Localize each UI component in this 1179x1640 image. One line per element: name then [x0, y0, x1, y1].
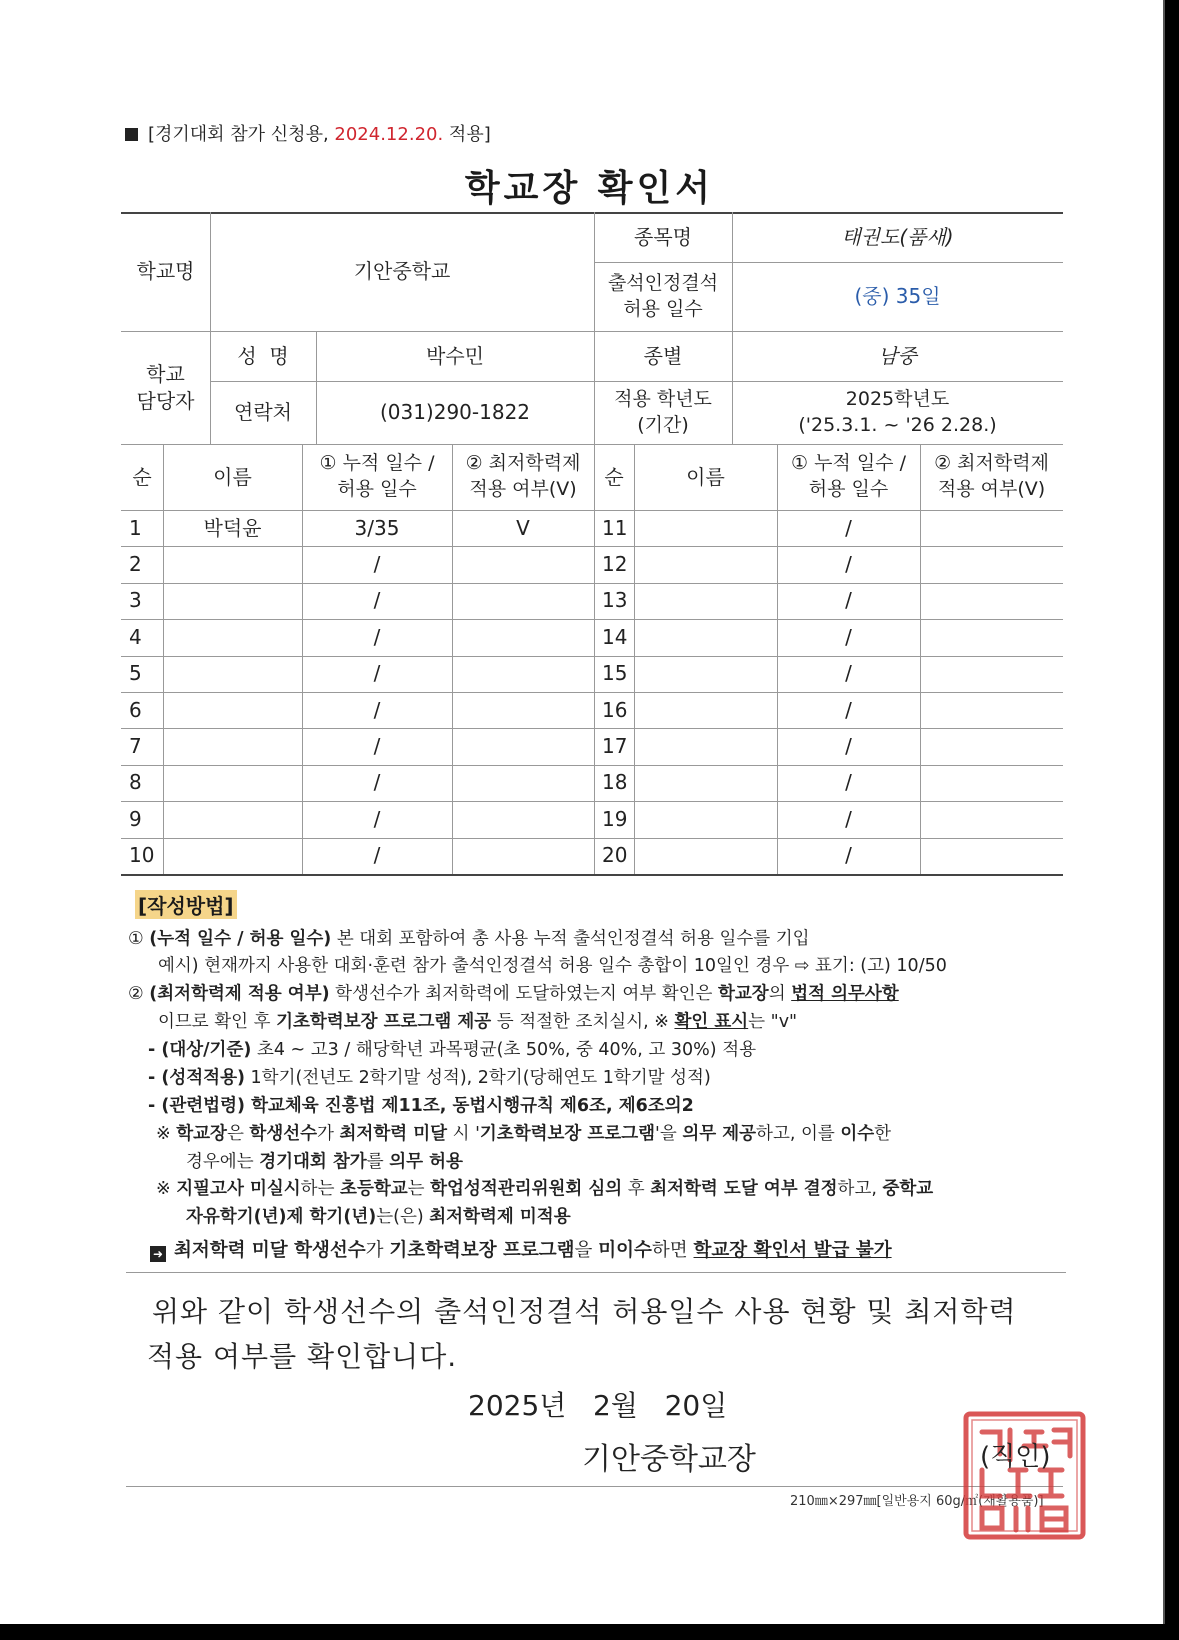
- header-name-right: 이름: [686, 464, 725, 489]
- method-section-title: [작성방법]: [135, 890, 237, 919]
- roster-name-cell: [634, 546, 777, 582]
- method-line-5: [148, 1036, 756, 1061]
- bold-text: 중학교: [882, 1179, 934, 1199]
- roster-no-cell: 12: [602, 552, 628, 577]
- bold-text: 학교장 확인서 발급 불가: [693, 1240, 892, 1261]
- roster-name-cell: [163, 728, 302, 764]
- roster-days-cell: /: [373, 552, 381, 577]
- absence-days-value: (중) 35일: [854, 284, 941, 308]
- note-prefix: [경기대회 참가 신청용,: [148, 124, 335, 145]
- division-label: 종별: [643, 343, 683, 368]
- roster-no-cell: 8: [129, 770, 142, 795]
- roster-no-cell: 18: [602, 770, 628, 795]
- school-value: 기안중학교: [353, 259, 451, 283]
- roster-min-cell: [452, 546, 594, 582]
- roster-days-cell: /: [373, 624, 381, 649]
- text: 초4 ~ 고3 / 해당학년 과목평균(초 50%, 중 40%, 고 30%) 적용: [251, 1040, 756, 1060]
- bold-text: 미이수: [598, 1240, 652, 1261]
- roster-name-cell: 박덕윤: [203, 515, 262, 540]
- text: 를: [366, 1152, 390, 1172]
- text: 1학기(전년도 2학기말 성적), 2학기(당해연도 1학기말 성적): [244, 1068, 711, 1088]
- text: 의: [768, 984, 792, 1004]
- bold-text: 확인 표시: [674, 1012, 749, 1032]
- bold-text: - (대상/기준): [148, 1040, 252, 1060]
- text: 하고,: [837, 1179, 883, 1199]
- manager-name-label: 성 명: [237, 343, 289, 368]
- bold-text: 기초학력보장 프로그램: [389, 1240, 575, 1261]
- roster-no-cell: 20: [602, 843, 628, 868]
- method-line-4: [158, 1008, 797, 1033]
- confirmation-line-2: 적용 여부를 확인합니다.: [147, 1339, 458, 1373]
- roster-days-cell: /: [845, 515, 852, 540]
- roster-days-cell: /: [373, 843, 381, 868]
- method-line-9: [186, 1148, 463, 1173]
- school-label: 학교명: [136, 259, 195, 283]
- page-edge: [1163, 0, 1165, 1624]
- header-no-right: 순: [604, 464, 624, 489]
- roster-name-cell: [634, 619, 777, 655]
- roster-min-cell: [452, 619, 594, 655]
- bold-text: 최저학력 도달 여부 결정: [650, 1179, 838, 1199]
- issue-date: 2025년 2월 20일: [468, 1389, 728, 1422]
- roster-days-cell: /: [845, 624, 852, 649]
- roster-min-cell: [920, 656, 1063, 692]
- roster-no-cell: 13: [602, 588, 628, 613]
- roster-min-cell: [452, 801, 594, 837]
- bold-text: 법적 의무사항: [791, 984, 899, 1004]
- roster-no-cell: 16: [602, 697, 628, 722]
- bold-text: 학교체육 진흥법 제11조, 동법시행규칙 제6조, 제6조의2: [244, 1096, 694, 1116]
- event-label: 종목명: [634, 224, 692, 249]
- text: 학생선수가 최저학력에 도달하였는지 여부 확인은: [329, 984, 718, 1004]
- text: 이므로 확인 후: [158, 1012, 277, 1032]
- text: 본 대회 포함하여 총 사용 누적 출석인정결석 허용 일수를 기입: [331, 929, 810, 949]
- header-no-left: 순: [132, 464, 152, 489]
- bold-text: 의무 제공: [682, 1124, 757, 1144]
- header-days-left: ① 누적 일수 / 허용 일수: [319, 452, 435, 500]
- school-year-label: 적용 학년도 (기간): [614, 387, 712, 436]
- text: '을: [655, 1124, 683, 1144]
- roster-no-cell: 17: [602, 734, 628, 759]
- roster-days-cell: /: [373, 697, 381, 722]
- roster-name-cell: [163, 765, 302, 801]
- method-line-6: [148, 1064, 711, 1089]
- text: 은: [226, 1124, 250, 1144]
- bold-text: (최저학력제 적용 여부): [149, 984, 330, 1004]
- event-value: 태권도(품새): [841, 224, 954, 249]
- roster-no-cell: 7: [129, 734, 142, 759]
- document-title: 학교장 확인서: [464, 168, 715, 209]
- roster-min-cell: V: [516, 515, 530, 540]
- roster-no-cell: 11: [602, 515, 628, 540]
- roster-days-cell: /: [845, 697, 852, 722]
- roster-min-cell: [452, 692, 594, 728]
- roster-no-cell: 3: [129, 588, 142, 613]
- bold-text: 이수: [840, 1124, 875, 1144]
- bold-text: 의무 허용: [389, 1152, 463, 1172]
- manager-label: 학교 담당자: [136, 361, 195, 413]
- method-line-11: [186, 1203, 571, 1228]
- bold-text: - (성적적용): [148, 1068, 245, 1088]
- text: ※: [156, 1179, 177, 1199]
- roster-name-cell: [634, 656, 777, 692]
- roster-days-cell: 3/35: [354, 515, 400, 540]
- roster-no-cell: 10: [129, 843, 155, 868]
- roster-no-cell: 4: [129, 624, 142, 649]
- text: 가: [317, 1124, 340, 1144]
- roster-min-cell: [920, 546, 1063, 582]
- square-bullet-icon: [125, 128, 138, 141]
- roster-min-cell: [920, 619, 1063, 655]
- text: 한: [874, 1124, 892, 1144]
- bold-text: 최저학력 미달 학생선수: [174, 1240, 366, 1261]
- roster-days-cell: /: [845, 806, 852, 831]
- text: 예시) 현재까지 사용한 대회·훈련 참가 출석인정결석 허용 일수 총합이 10일인 경우 ⇨ 표기: (고) 10/50: [158, 956, 947, 976]
- header-min-right: ② 최저학력제 적용 여부(V): [934, 452, 1049, 500]
- text: 가: [365, 1240, 390, 1261]
- roster-no-cell: 15: [602, 661, 628, 686]
- principal-title: 기안중학교장: [582, 1442, 756, 1477]
- roster-name-cell: [634, 583, 777, 619]
- bold-text: (누적 일수 / 허용 일수): [149, 929, 332, 949]
- text: 는: [407, 1179, 431, 1199]
- roster-days-cell: /: [845, 734, 852, 759]
- text: 는(은): [376, 1207, 430, 1227]
- bold-text: 기초학력보장 프로그램: [479, 1124, 656, 1144]
- table-bottom-border: [121, 874, 1063, 876]
- roster-days-cell: /: [373, 770, 381, 795]
- text: 는 "v": [748, 1012, 798, 1032]
- roster-min-cell: [920, 765, 1063, 801]
- text: 하는: [300, 1179, 341, 1199]
- bold-text: 학업성적관리위원회 심의: [430, 1179, 623, 1199]
- header-days-right: ① 누적 일수 / 허용 일수: [791, 452, 906, 500]
- roster-min-cell: [920, 583, 1063, 619]
- method-line-12: [150, 1236, 892, 1262]
- roster-name-cell: [163, 801, 302, 837]
- official-seal-icon: [962, 1410, 1087, 1541]
- roster-name-cell: [634, 765, 777, 801]
- note-suffix: 적용]: [443, 124, 491, 145]
- bold-text: 자유학기(년)제 학기(년): [186, 1207, 377, 1227]
- method-line-2: [158, 952, 947, 977]
- roster-min-cell: [452, 728, 594, 764]
- roster-days-cell: /: [845, 843, 852, 868]
- method-line-7: [148, 1092, 694, 1117]
- header-min-left: ② 최저학력제 적용 여부(V): [465, 452, 581, 500]
- roster-days-cell: /: [845, 588, 852, 613]
- text: 등 적절한 조치실시, ※: [491, 1012, 675, 1032]
- bold-text: 경기대회 참가: [259, 1152, 367, 1172]
- roster-name-cell: [634, 692, 777, 728]
- bold-text: 최저학력 미달: [339, 1124, 448, 1144]
- bold-text: 초등학교: [340, 1179, 408, 1199]
- roster-no-cell: 19: [602, 806, 628, 831]
- roster-days-cell: /: [845, 552, 852, 577]
- absence-days-label: 출석인정결석 허용 일수: [607, 271, 719, 320]
- text: ※: [156, 1124, 177, 1144]
- roster-name-cell: [634, 728, 777, 764]
- roster-days-cell: /: [373, 806, 381, 831]
- roster-days-cell: /: [845, 770, 852, 795]
- footer-divider: [126, 1486, 1063, 1487]
- roster-min-cell: [452, 765, 594, 801]
- roster-no-cell: 14: [602, 624, 628, 649]
- contact-label: 연락처: [234, 400, 292, 424]
- arrow-box-icon: ➜: [150, 1246, 166, 1262]
- roster-no-cell: 2: [129, 552, 142, 577]
- circled-number: ②: [128, 984, 144, 1004]
- header-name-left: 이름: [213, 464, 252, 489]
- roster-name-cell: [163, 619, 302, 655]
- roster-name-cell: [634, 838, 777, 874]
- roster-min-cell: [920, 801, 1063, 837]
- roster-days-cell: /: [373, 661, 381, 686]
- roster-min-cell: [920, 838, 1063, 874]
- roster-name-cell: [163, 583, 302, 619]
- roster-no-cell: 1: [129, 515, 142, 540]
- roster-days-cell: /: [373, 734, 381, 759]
- roster-min-cell: [452, 838, 594, 874]
- roster-no-cell: 9: [129, 806, 142, 831]
- roster-name-cell: [163, 692, 302, 728]
- method-line-8: [156, 1120, 891, 1145]
- roster-min-cell: [920, 692, 1063, 728]
- roster-name-cell: [634, 510, 777, 546]
- roster-min-cell: [920, 510, 1063, 546]
- text: 을: [574, 1240, 599, 1261]
- bold-text: 기초학력보장 프로그램 제공: [276, 1012, 492, 1032]
- confirmation-statement: [147, 1290, 1017, 1380]
- method-line-10: [156, 1175, 933, 1200]
- roster-days-cell: /: [373, 588, 381, 613]
- text: 후: [622, 1179, 651, 1199]
- manager-name-value: 박수민: [426, 343, 484, 368]
- method-line-1: [128, 925, 810, 950]
- roster-min-cell: [452, 656, 594, 692]
- confirmation-line-1: 위와 같이 학생선수의 출석인정결석 허용일수 사용 현황 및 최저학력: [152, 1295, 1017, 1328]
- form-usage-note: [125, 120, 491, 146]
- roster-name-cell: [163, 656, 302, 692]
- note-date: 2024.12.20.: [334, 124, 444, 145]
- text: 시 ': [447, 1124, 480, 1144]
- bold-text: 학생선수: [249, 1124, 318, 1144]
- bold-text: 최저학력제 미적용: [429, 1207, 571, 1227]
- text: 하면: [651, 1240, 694, 1261]
- bold-text: 지필고사 미실시: [176, 1179, 301, 1199]
- roster-no-cell: 6: [129, 697, 142, 722]
- bold-text: 학교장: [176, 1124, 227, 1144]
- roster-name-cell: [634, 801, 777, 837]
- contact-value: (031)290-1822: [379, 400, 531, 424]
- roster-name-cell: [163, 546, 302, 582]
- method-line-3: [128, 980, 899, 1005]
- text: 경우에는: [186, 1152, 260, 1172]
- roster-no-cell: 5: [129, 661, 142, 686]
- bold-text: - (관련법령): [148, 1096, 245, 1116]
- method-divider: [126, 1272, 1066, 1273]
- text: 하고, 이를: [756, 1124, 841, 1144]
- circled-number: ①: [128, 929, 144, 949]
- school-year-value: 2025학년도 ('25.3.1. ~ '26 2.28.): [798, 387, 997, 436]
- bold-text: 학교장: [718, 984, 769, 1004]
- paper-spec: 210㎜×297㎜[일반용지 60g/㎡(재활용품)]: [790, 1494, 1044, 1509]
- roster-min-cell: [452, 583, 594, 619]
- seal-label: (직인): [980, 1442, 1051, 1472]
- roster-days-cell: /: [845, 661, 852, 686]
- roster-name-cell: [163, 838, 302, 874]
- roster-min-cell: [920, 728, 1063, 764]
- division-value: 남중: [878, 343, 917, 368]
